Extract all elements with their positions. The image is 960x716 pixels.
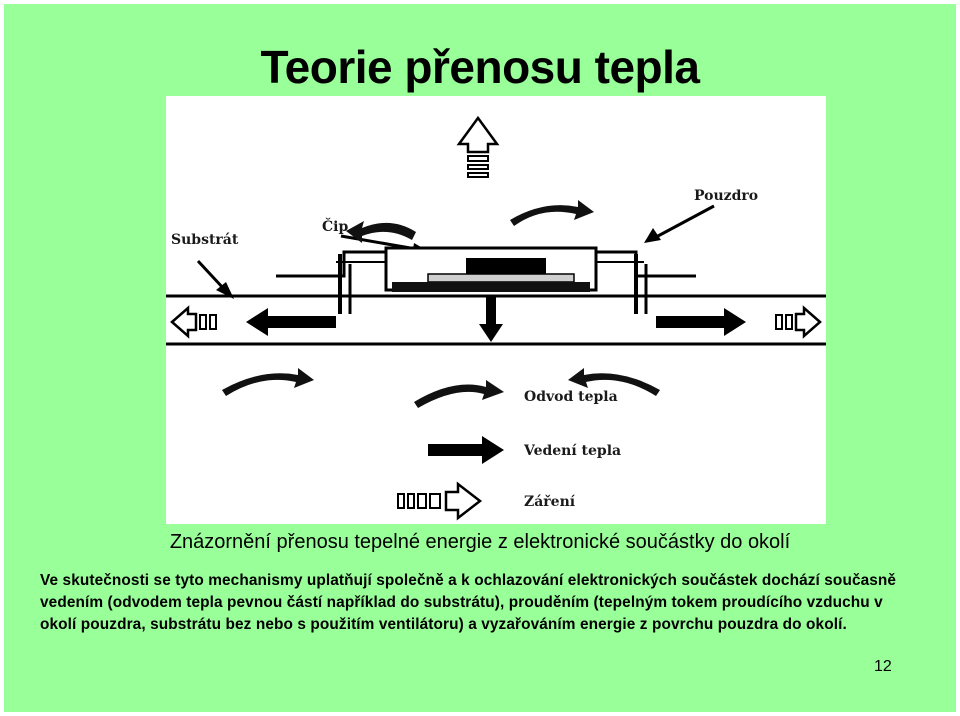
- legend-curved-arrow-icon: [414, 380, 504, 408]
- radiation-left-arrow-icon: [172, 308, 216, 336]
- conduction-arrow-right-icon: [656, 308, 746, 336]
- legend-hollow-arrow-icon: [398, 484, 480, 518]
- conduction-arrow-left-icon: [246, 308, 336, 336]
- legend-solid-arrow-icon: [428, 436, 504, 464]
- convection-arrow-bottom-left-icon: [222, 368, 314, 396]
- chip-block: [466, 258, 546, 274]
- page-number: 12: [874, 658, 892, 675]
- convection-arrow-top-right-icon: [510, 200, 594, 226]
- heat-transfer-diagram: [166, 96, 826, 524]
- legend-label-zareni: Záření: [524, 494, 576, 510]
- legend: [398, 380, 621, 518]
- cip-label: Čip: [322, 219, 349, 235]
- substrat-pointer-icon: [198, 261, 234, 299]
- substrat-label: Substrát: [171, 232, 239, 248]
- pouzdro-label: Pouzdro: [694, 188, 759, 204]
- page-title: Teorie přenosu tepla: [260, 41, 700, 93]
- legend-label-odvod: Odvod tepla: [524, 389, 618, 405]
- pouzdro-pointer-icon: [644, 206, 714, 243]
- bonding-layer: [428, 274, 574, 282]
- figure-caption: Znázornění přenosu tepelné energie z elektronické součástky do okolí: [169, 531, 791, 553]
- lead-left-outer: [276, 252, 386, 276]
- die-pad: [392, 282, 590, 292]
- radiation-up-arrow-icon: [459, 118, 497, 177]
- body-paragraph: Ve skutečnosti se tyto mechanismy uplatňují společně a k ochlazování elektronických součástek dochází současně vedením (odvodem tepla pevnou částí například do substrátu), prouděním (tepelným tokem proudícího vzduchu v okolí pouzdra, substrátu bez nebo s použitím ventilátoru) a vyzařováním energie z povrchu pouzdra do okolí.: [40, 572, 897, 633]
- conduction-arrow-down-icon: [479, 296, 503, 342]
- radiation-right-arrow-icon: [776, 308, 820, 336]
- legend-label-vedeni: Vedení tepla: [524, 443, 622, 459]
- heat-transfer-figure: [166, 96, 826, 524]
